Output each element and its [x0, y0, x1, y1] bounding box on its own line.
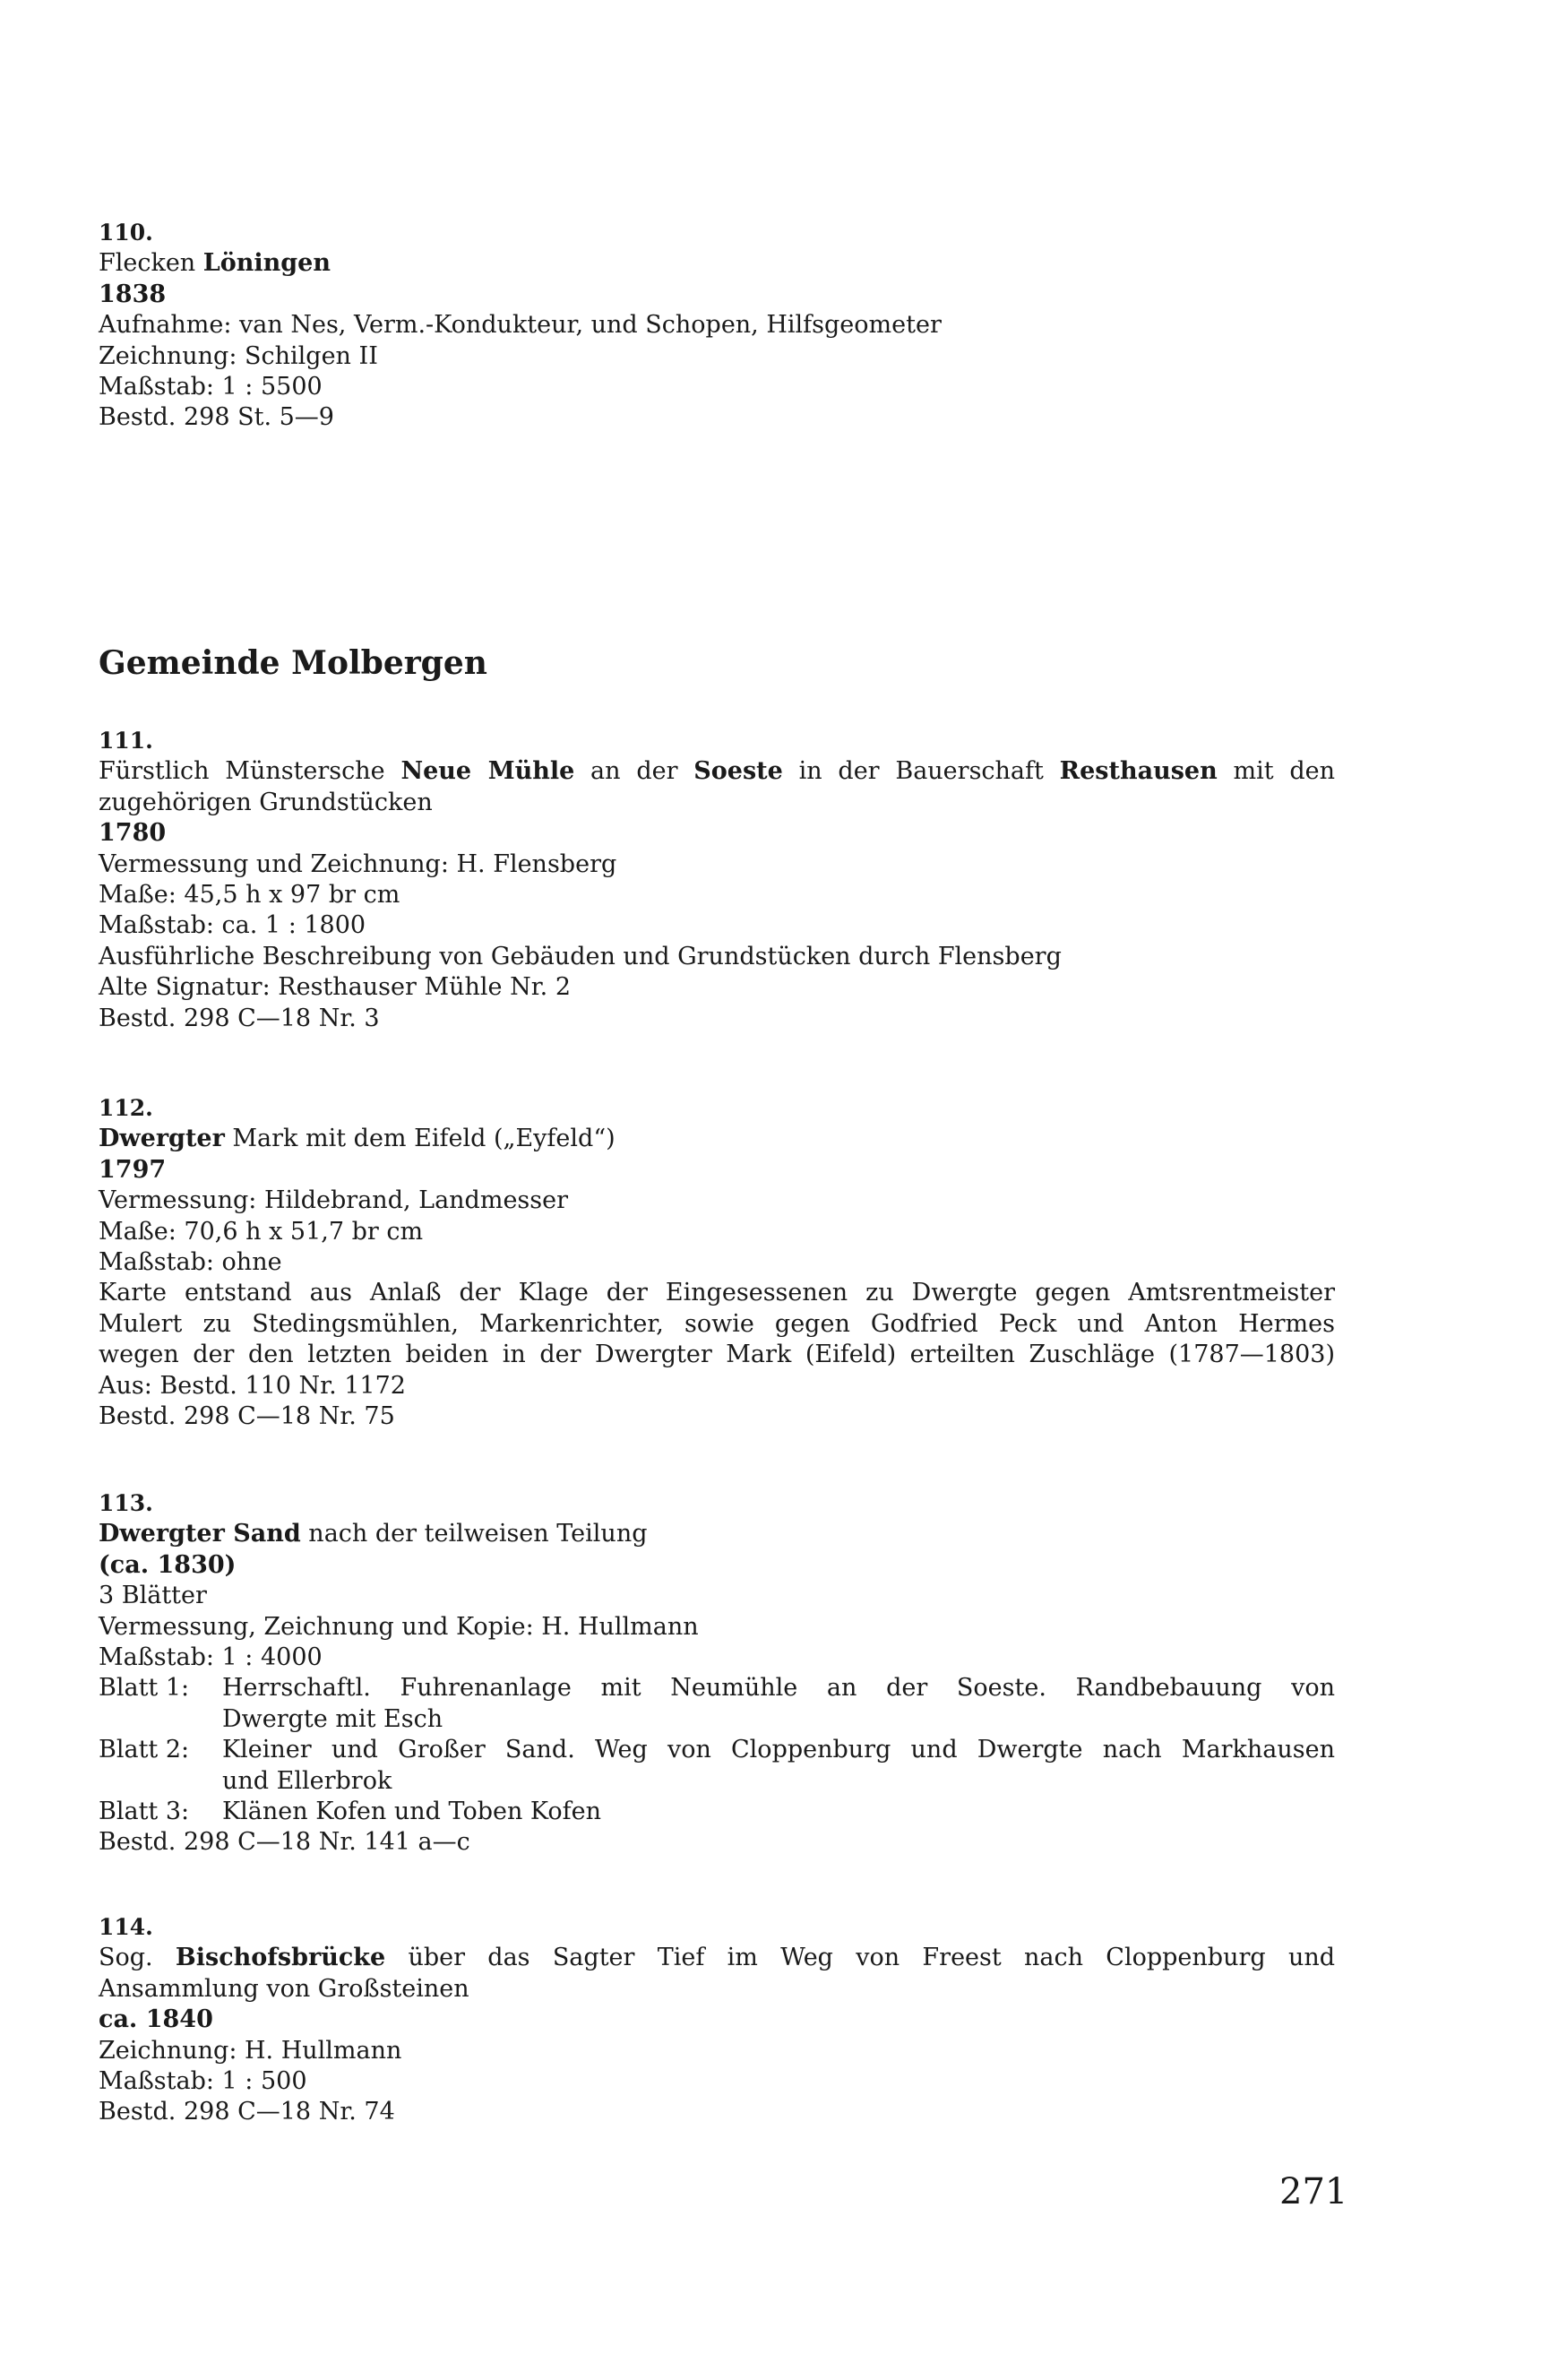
entry-year: (ca. 1830) — [99, 1550, 237, 1579]
entry-title: Dwergter Sand nach der teilweisen Teilung — [99, 1520, 648, 1548]
entry-survey: Aufnahme: van Nes, Verm.-Kondukteur, und Schopen, Hilfsgeometer — [99, 311, 942, 340]
entry-scale: Maßstab: ca. 1 : 1800 — [99, 911, 366, 940]
entry-number: 111. — [99, 728, 153, 754]
entry-reference: Bestd. 298 C—18 Nr. 75 — [99, 1402, 395, 1431]
entry-111 — [99, 726, 1335, 1034]
entry-number: 114. — [99, 1914, 153, 1940]
entry-scale: Maßstab: 1 : 4000 — [99, 1643, 323, 1672]
entry-reference: Bestd. 298 C—18 Nr. 3 — [99, 1004, 380, 1032]
entry-description: Ausführliche Beschreibung von Gebäuden und Grundstücken durch Flensberg — [99, 942, 1062, 970]
sheet-description: Dwergte mit Esch — [222, 1704, 443, 1733]
entry-old-signature: Alte Signatur: Resthauser Mühle Nr. 2 — [99, 973, 572, 1002]
entry-113 — [99, 1488, 1335, 1858]
entry-size: Maße: 45,5 h x 97 br cm — [99, 881, 400, 910]
entry-note: Mulert zu Stedingsmühlen, Markenrichter, sowie gegen Godfried Peck und Anton Hermes — [99, 1309, 1335, 1338]
entry-year: 1780 — [99, 819, 167, 848]
sheet-label: Blatt 1: — [99, 1674, 190, 1703]
entry-title: Sog. Bischofsbrücke über das Sagter Tief im Weg von Freest nach Cloppenburg und — [99, 1944, 1336, 1972]
entry-scale: Maßstab: 1 : 5500 — [99, 373, 323, 401]
entry-114 — [99, 1912, 1335, 2128]
entry-drawing: Zeichnung: Schilgen II — [99, 341, 378, 370]
entry-scale: Maßstab: 1 : 500 — [99, 2067, 307, 2096]
entry-title: Dwergter Mark mit dem Eifeld („Eyfeld“) — [99, 1125, 616, 1153]
entry-year: ca. 1840 — [99, 2005, 213, 2034]
entry-survey: Vermessung: Hildebrand, Landmesser — [99, 1186, 569, 1215]
sheet-label: Blatt 3: — [99, 1798, 190, 1826]
entry-size: Maße: 70,6 h x 51,7 br cm — [99, 1217, 424, 1246]
entry-note: wegen der den letzten beiden in der Dwergter Mark (Eifeld) erteilten Zuschläge (1787—1803) — [99, 1341, 1335, 1369]
entry-year: 1797 — [99, 1155, 167, 1184]
entry-reference: Bestd. 298 C—18 Nr. 141 a—c — [99, 1828, 470, 1857]
sheet-2 — [99, 1735, 1335, 1797]
entry-drawing: Zeichnung: H. Hullmann — [99, 2036, 402, 2065]
entry-note: Karte entstand aus Anlaß der Klage der Eingesessenen zu Dwergte gegen Amtsrentmeister — [99, 1279, 1335, 1307]
entry-year: 1838 — [99, 280, 167, 308]
sheet-description: Klänen Kofen und Toben Kofen — [222, 1798, 601, 1826]
entry-survey: Vermessung und Zeichnung: H. Flensberg — [99, 849, 617, 878]
entry-number: 112. — [99, 1095, 153, 1121]
entry-scale: Maßstab: ohne — [99, 1248, 282, 1277]
entry-title-continued: Ansammlung von Großsteinen — [99, 1974, 469, 2003]
sheet-1 — [99, 1673, 1335, 1735]
section-heading: Gemeinde Molbergen — [99, 644, 487, 682]
entry-112 — [99, 1093, 1335, 1432]
sheet-3 — [99, 1797, 1335, 1827]
sheet-description: und Ellerbrok — [222, 1766, 392, 1795]
entry-sheet-count: 3 Blätter — [99, 1582, 207, 1610]
entry-title: Flecken Löningen — [99, 249, 331, 278]
entry-number: 110. — [99, 220, 153, 246]
sheet-description: Herrschaftl. Fuhrenanlage mit Neumühle an der Soeste. Randbebauung von — [222, 1674, 1335, 1703]
sheet-label: Blatt 2: — [99, 1736, 190, 1764]
entry-number: 113. — [99, 1490, 153, 1516]
entry-reference: Bestd. 298 St. 5—9 — [99, 403, 334, 432]
sheet-description: Kleiner und Großer Sand. Weg von Cloppenburg und Dwergte nach Markhausen — [222, 1736, 1335, 1764]
entry-survey: Vermessung, Zeichnung und Kopie: H. Hullmann — [99, 1612, 699, 1641]
entry-110 — [99, 218, 1335, 434]
entry-title-continued: zugehörigen Grundstücken — [99, 788, 433, 816]
entry-title: Fürstlich Münstersche Neue Mühle an der Soeste in der Bauerschaft Resthausen mit den — [99, 757, 1336, 786]
entry-source: Aus: Bestd. 110 Nr. 1172 — [99, 1371, 406, 1400]
page-number: 271 — [1279, 2171, 1348, 2212]
entry-reference: Bestd. 298 C—18 Nr. 74 — [99, 2098, 395, 2126]
